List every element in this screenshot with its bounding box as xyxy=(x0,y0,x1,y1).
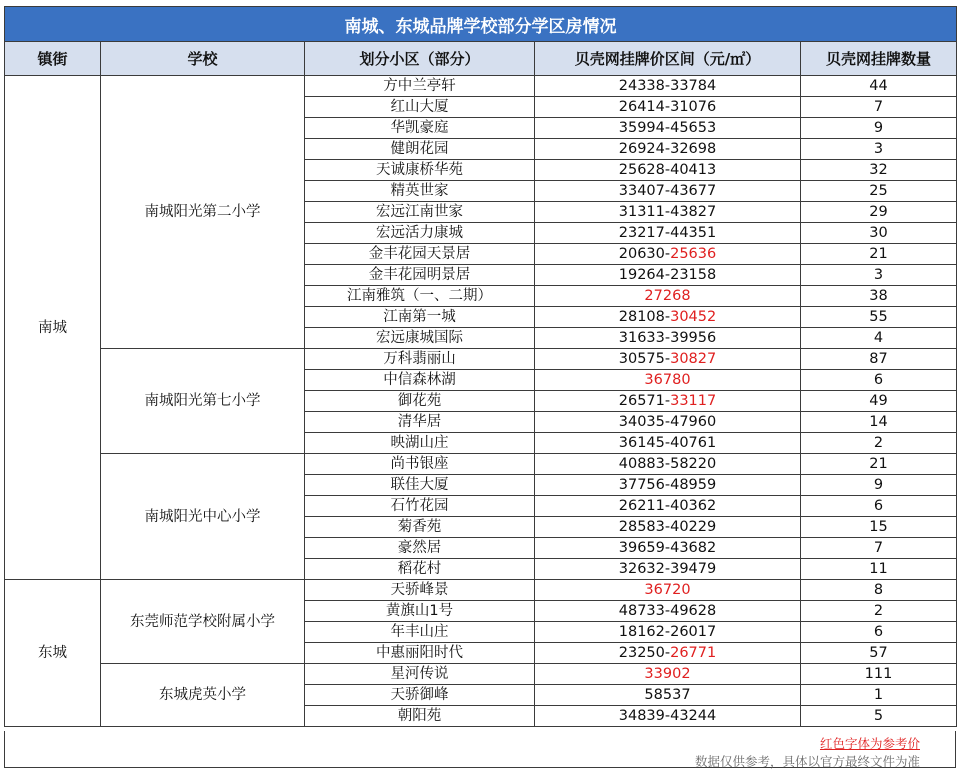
price-range-cell xyxy=(535,559,801,580)
price-range-cell xyxy=(535,643,801,664)
price-range-cell xyxy=(535,349,801,370)
listing-count-cell: 1 xyxy=(801,685,957,706)
listing-count-cell: 38 xyxy=(801,286,957,307)
community-cell: 华凯豪庭 xyxy=(305,118,535,139)
table-row xyxy=(5,580,957,601)
price-range-cell xyxy=(535,76,801,97)
community-cell: 石竹花园 xyxy=(305,496,535,517)
community-cell: 联佳大厦 xyxy=(305,475,535,496)
community-cell: 映湖山庄 xyxy=(305,433,535,454)
table-row xyxy=(5,664,957,685)
listing-count-cell: 49 xyxy=(801,391,957,412)
listing-count-cell: 6 xyxy=(801,622,957,643)
price-range-cell xyxy=(535,139,801,160)
school-cell: 南城阳光中心小学 xyxy=(101,454,305,580)
price-range-cell xyxy=(535,580,801,601)
price-range-cell xyxy=(535,97,801,118)
listing-count-cell: 4 xyxy=(801,328,957,349)
price-text: 19264-23158 xyxy=(618,267,717,283)
community-cell: 金丰花园天景居 xyxy=(305,244,535,265)
table-row xyxy=(5,76,957,97)
listing-count-cell: 32 xyxy=(801,160,957,181)
listing-count-cell: 15 xyxy=(801,517,957,538)
listing-count-cell: 14 xyxy=(801,412,957,433)
price-text: 37756-48959 xyxy=(618,477,717,493)
price-range-cell xyxy=(535,622,801,643)
table-row xyxy=(5,349,957,370)
school-district-table xyxy=(4,6,957,727)
community-cell: 年丰山庄 xyxy=(305,622,535,643)
community-cell: 天骄峰景 xyxy=(305,580,535,601)
price-text: 33407-43677 xyxy=(618,183,717,199)
community-cell: 中信森林湖 xyxy=(305,370,535,391)
price-range-cell xyxy=(535,538,801,559)
school-cell: 南城阳光第二小学 xyxy=(101,76,305,349)
community-cell: 红山大厦 xyxy=(305,97,535,118)
community-cell: 清华居 xyxy=(305,412,535,433)
price-range-cell xyxy=(535,370,801,391)
listing-count-cell: 2 xyxy=(801,601,957,622)
listing-count-cell: 3 xyxy=(801,265,957,286)
community-cell: 宏远江南世家 xyxy=(305,202,535,223)
reference-price-text: 26771 xyxy=(670,645,717,661)
price-range-cell xyxy=(535,475,801,496)
price-text: 34839-43244 xyxy=(618,708,717,724)
listing-count-cell: 7 xyxy=(801,538,957,559)
listing-count-cell: 57 xyxy=(801,643,957,664)
listing-count-cell: 3 xyxy=(801,139,957,160)
price-range-cell xyxy=(535,328,801,349)
school-cell: 东莞师范学校附属小学 xyxy=(101,580,305,664)
price-range-cell xyxy=(535,202,801,223)
reference-price-text: 36780 xyxy=(644,372,691,388)
table-title: 南城、东城品牌学校部分学区房情况 xyxy=(5,7,957,42)
listing-count-cell: 55 xyxy=(801,307,957,328)
price-text: 26924-32698 xyxy=(618,141,717,157)
header-row xyxy=(5,42,957,76)
community-cell: 尚书银座 xyxy=(305,454,535,475)
price-text: 26571- xyxy=(618,393,671,409)
town-cell: 东城 xyxy=(5,580,101,727)
community-cell: 御花苑 xyxy=(305,391,535,412)
price-text: 23217-44351 xyxy=(618,225,717,241)
header-price-range: 贝壳网挂牌价区间（元/㎡） xyxy=(535,42,801,76)
community-cell: 方中兰亭轩 xyxy=(305,76,535,97)
header-school: 学校 xyxy=(101,42,305,76)
title-row xyxy=(5,7,957,42)
price-range-cell xyxy=(535,286,801,307)
community-cell: 朝阳苑 xyxy=(305,706,535,727)
town-cell: 南城 xyxy=(5,76,101,580)
price-text: 32632-39479 xyxy=(618,561,717,577)
reference-price-text: 30452 xyxy=(670,309,717,325)
listing-count-cell: 6 xyxy=(801,496,957,517)
price-text: 31311-43827 xyxy=(618,204,717,220)
price-text: 18162-26017 xyxy=(618,624,717,640)
price-range-cell xyxy=(535,454,801,475)
price-range-cell xyxy=(535,118,801,139)
price-range-cell xyxy=(535,685,801,706)
reference-price-text: 30827 xyxy=(670,351,717,367)
price-range-cell xyxy=(535,391,801,412)
price-text: 34035-47960 xyxy=(618,414,717,430)
reference-price-text: 33902 xyxy=(644,666,691,682)
price-range-cell xyxy=(535,160,801,181)
listing-count-cell: 25 xyxy=(801,181,957,202)
community-cell: 菊香苑 xyxy=(305,517,535,538)
price-text: 23250- xyxy=(618,645,671,661)
community-cell: 黄旗山1号 xyxy=(305,601,535,622)
listing-count-cell: 21 xyxy=(801,244,957,265)
price-range-cell xyxy=(535,265,801,286)
listing-count-cell: 11 xyxy=(801,559,957,580)
community-cell: 豪然居 xyxy=(305,538,535,559)
price-text: 31633-39956 xyxy=(618,330,717,346)
reference-price-text: 25636 xyxy=(670,246,717,262)
price-text: 58537 xyxy=(644,687,691,703)
header-community: 划分小区（部分） xyxy=(305,42,535,76)
price-text: 24338-33784 xyxy=(618,78,717,94)
community-cell: 万科翡丽山 xyxy=(305,349,535,370)
community-cell: 江南雅筑（一、二期） xyxy=(305,286,535,307)
header-listing-count: 贝壳网挂牌数量 xyxy=(801,42,957,76)
reference-price-text: 36720 xyxy=(644,582,691,598)
school-cell: 东城虎英小学 xyxy=(101,664,305,727)
listing-count-cell: 7 xyxy=(801,97,957,118)
listing-count-cell: 87 xyxy=(801,349,957,370)
price-text: 48733-49628 xyxy=(618,603,717,619)
listing-count-cell: 2 xyxy=(801,433,957,454)
community-cell: 天骄御峰 xyxy=(305,685,535,706)
price-text: 28583-40229 xyxy=(618,519,717,535)
listing-count-cell: 5 xyxy=(801,706,957,727)
price-text: 26211-40362 xyxy=(618,498,717,514)
table-row xyxy=(5,454,957,475)
listing-count-cell: 29 xyxy=(801,202,957,223)
price-range-cell xyxy=(535,244,801,265)
listing-count-cell: 21 xyxy=(801,454,957,475)
community-cell: 健朗花园 xyxy=(305,139,535,160)
community-cell: 星河传说 xyxy=(305,664,535,685)
price-range-cell xyxy=(535,664,801,685)
red-font-note: 红色字体为参考价 xyxy=(819,736,920,751)
reference-price-text: 27268 xyxy=(644,288,691,304)
listing-count-cell: 6 xyxy=(801,370,957,391)
community-cell: 稻花村 xyxy=(305,559,535,580)
price-range-cell xyxy=(535,433,801,454)
price-range-cell xyxy=(535,601,801,622)
school-cell: 南城阳光第七小学 xyxy=(101,349,305,454)
disclaimer-note: 数据仅供参考，具体以官方最终文件为准 xyxy=(694,754,920,769)
community-cell: 江南第一城 xyxy=(305,307,535,328)
community-cell: 天诚康桥华苑 xyxy=(305,160,535,181)
price-text: 39659-43682 xyxy=(618,540,717,556)
reference-price-text: 33117 xyxy=(670,393,717,409)
listing-count-cell: 44 xyxy=(801,76,957,97)
community-cell: 金丰花园明景居 xyxy=(305,265,535,286)
price-text: 25628-40413 xyxy=(618,162,717,178)
price-range-cell xyxy=(535,412,801,433)
price-range-cell xyxy=(535,496,801,517)
price-text: 20630- xyxy=(618,246,671,262)
price-range-cell xyxy=(535,706,801,727)
price-text: 26414-31076 xyxy=(618,99,717,115)
community-cell: 中惠丽阳时代 xyxy=(305,643,535,664)
price-text: 35994-45653 xyxy=(618,120,717,136)
price-text: 28108- xyxy=(618,309,671,325)
price-range-cell xyxy=(535,307,801,328)
listing-count-cell: 8 xyxy=(801,580,957,601)
header-town: 镇街 xyxy=(5,42,101,76)
price-text: 36145-40761 xyxy=(618,435,717,451)
listing-count-cell: 111 xyxy=(801,664,957,685)
price-range-cell xyxy=(535,181,801,202)
community-cell: 宏远康城国际 xyxy=(305,328,535,349)
listing-count-cell: 9 xyxy=(801,475,957,496)
listing-count-cell: 30 xyxy=(801,223,957,244)
listing-count-cell: 9 xyxy=(801,118,957,139)
price-range-cell xyxy=(535,223,801,244)
community-cell: 精英世家 xyxy=(305,181,535,202)
price-text: 40883-58220 xyxy=(618,456,717,472)
community-cell: 宏远活力康城 xyxy=(305,223,535,244)
price-range-cell xyxy=(535,517,801,538)
price-text: 30575- xyxy=(618,351,671,367)
